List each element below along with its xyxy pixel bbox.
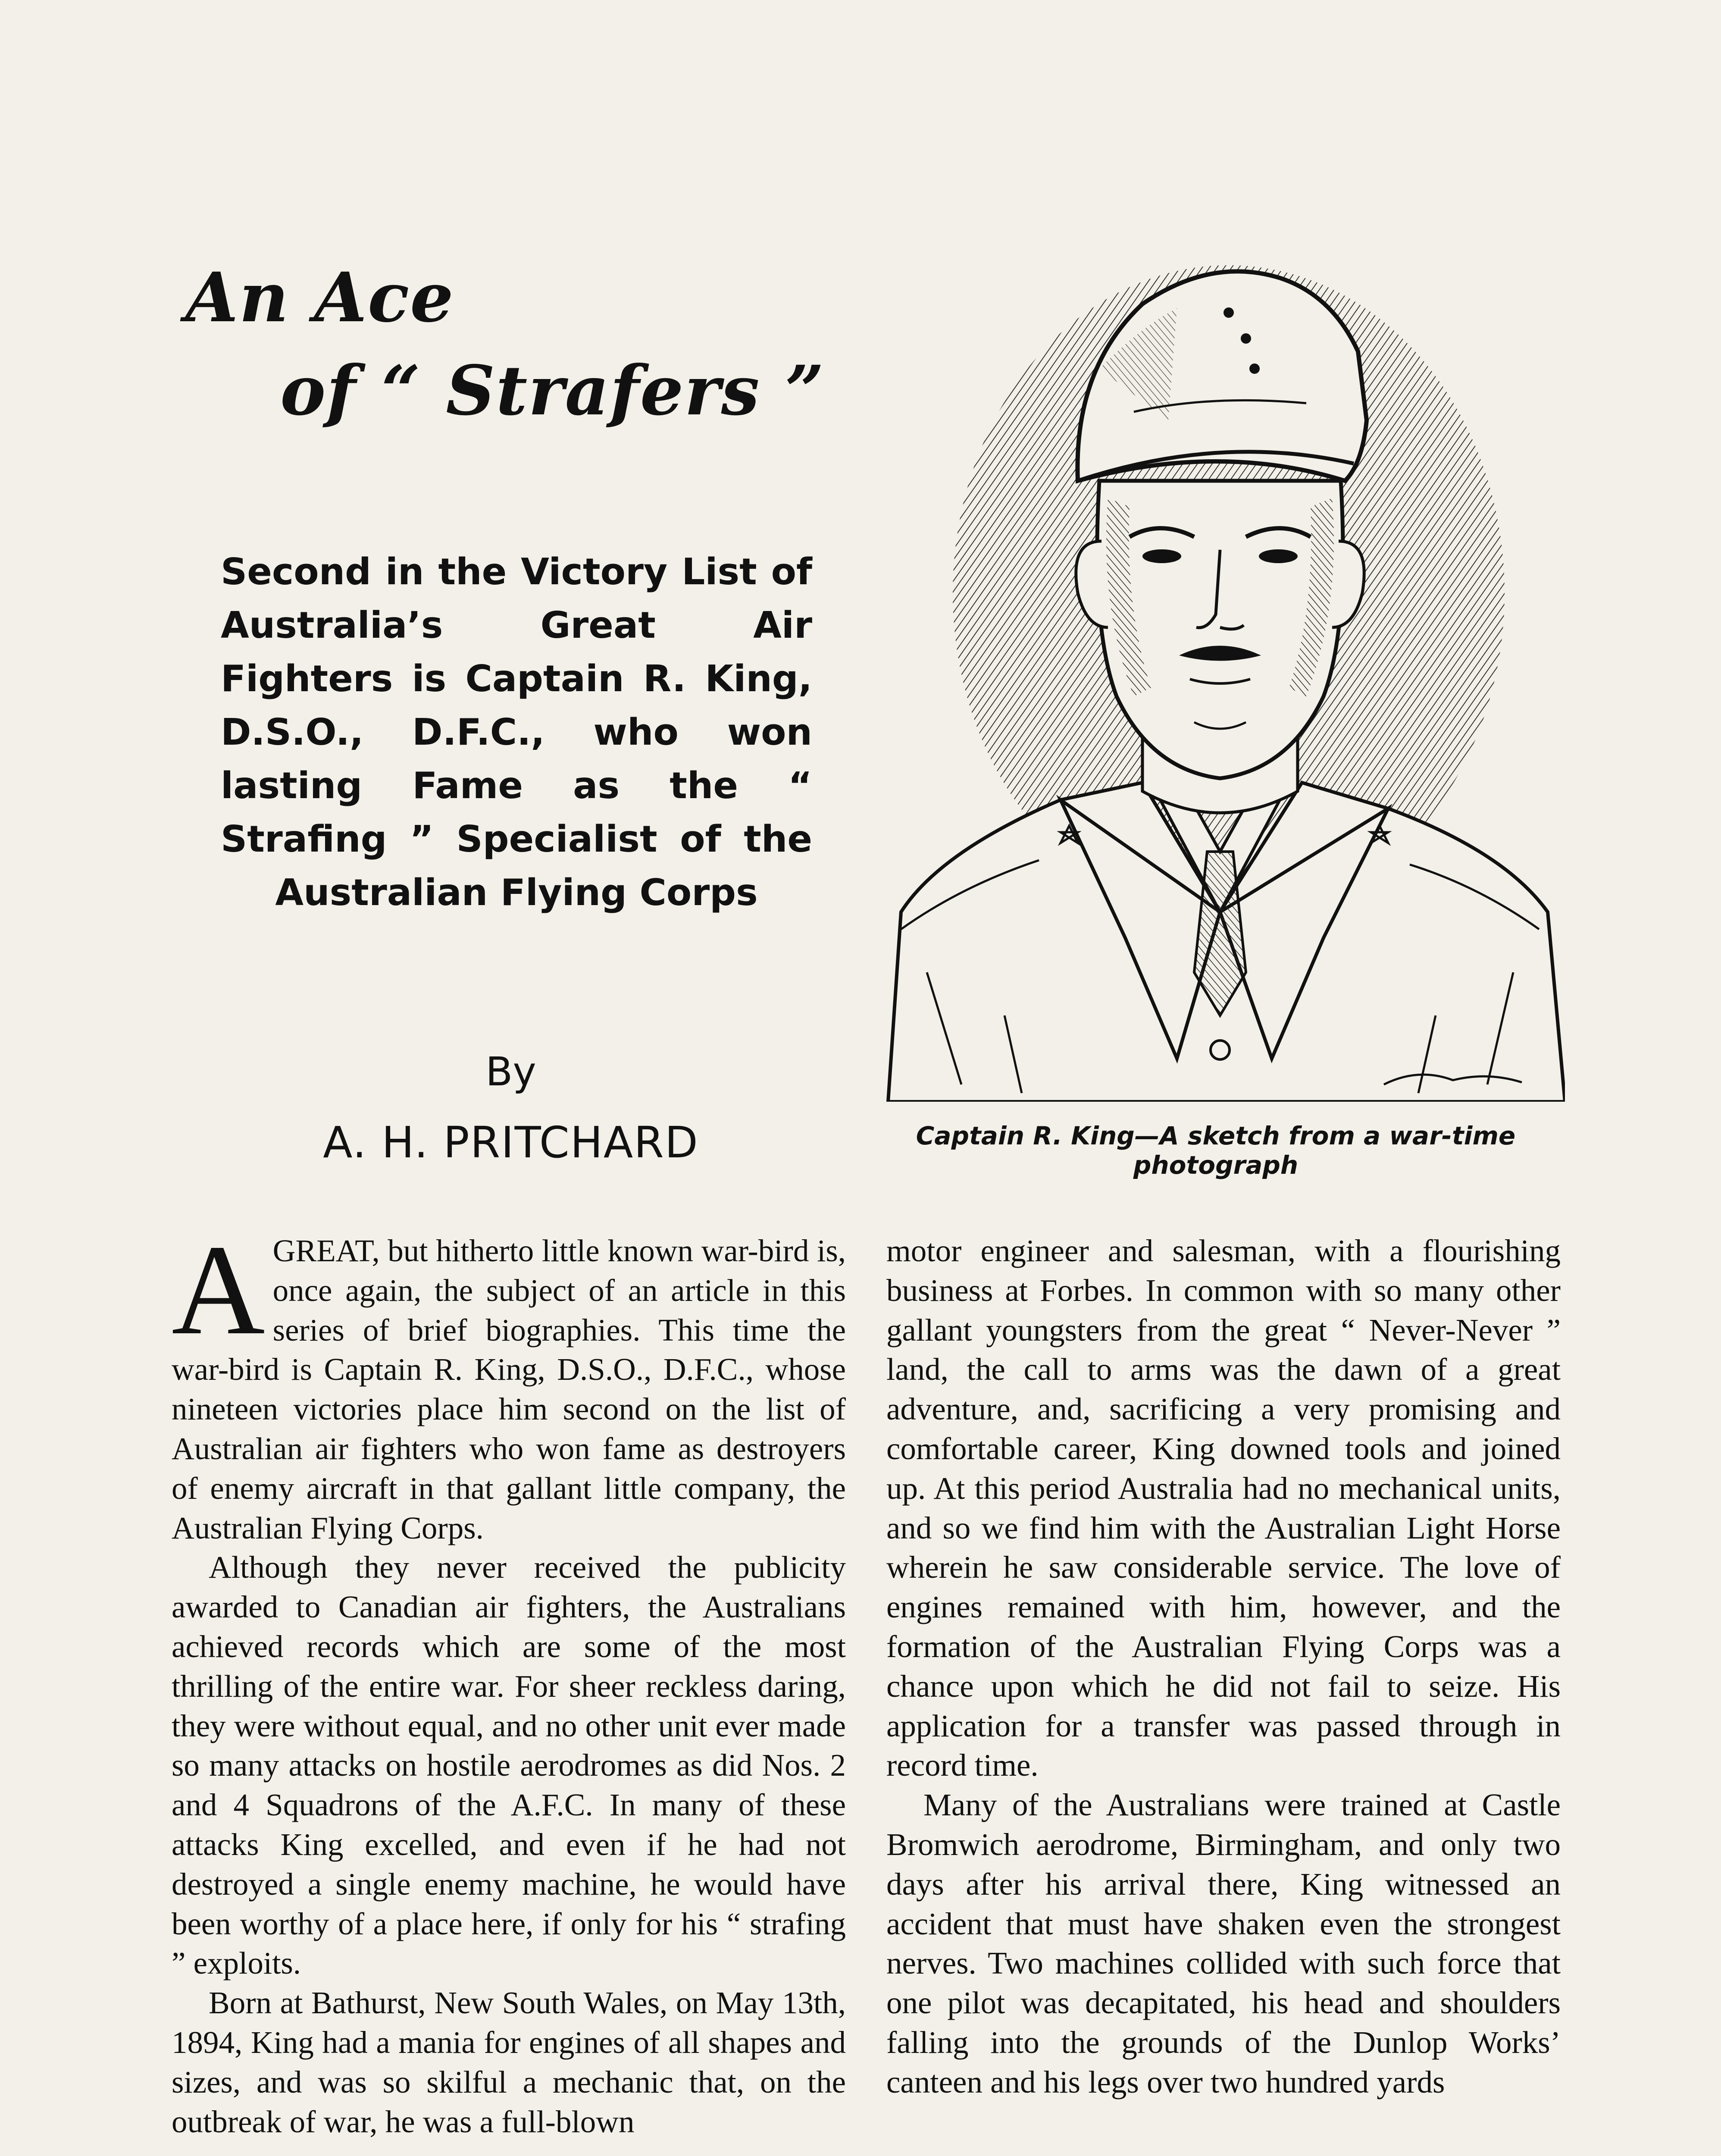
soldier-portrait-sketch-icon: [875, 239, 1565, 1102]
left-paragraph-1: AGREAT, but hitherto little known war-bird is, once again, the subject of an article in this series of brief biographies. This time the war-bird is Captain R. King, D.S.O., D.F.C., whose nineteen victories place him second on the list of Australian air fighters who won fame as destroyers of enemy aircraft in that gallant little company, the Australian Flying Corps.: [172, 1218, 846, 1545]
byline-by: By: [485, 1049, 536, 1095]
right-paragraph-1: motor engineer and salesman, with a flourishing business at Forbes. In common with so many other gallant youngsters from the great “ Never-Never ” land, the call to arms was the dawn of a great adventure, and, sacrificing a very promising and comfortable career, King downed tools and joined up. At this period Australia had no mechanical units, and so we find him with the Australian Light Horse wherein he saw considerable service. The love of engines remained with him, however, and the formation of the Australian Flying Corps was a chance upon which he did not fail to seize. His application for a transfer was passed through in record time.: [886, 1233, 1561, 1783]
right-column: [886, 1231, 1561, 2102]
left-paragraph-2: Although they never received the publicity awarded to Canadian air fighters, the Australians achieved records which are some of the most thrilling of the entire war. For sheer reckless daring, they were without equal, and no other unit ever made so many attacks on hostile aerodromes as did Nos. 2 and 4 Squadrons of the A.F.C. In many of these attacks King excelled, and even if he had not destroyed a single enemy machine, he would have been worthy of a place here, if only for his “ strafing ” exploits.: [172, 1550, 846, 1981]
left-column: [172, 1218, 846, 2141]
illustration-caption: Captain R. King—A sketch from a war-time photograph: [916, 1121, 1516, 1180]
left-paragraph-3: Born at Bathurst, New South Wales, on May 13th, 1894, King had a mania for engines of all shapes and sizes, and was so skilful a mechanic that, on the outbreak of war, he was a full-blown: [172, 1985, 846, 2139]
title-line-2: of “ Strafers ”: [280, 351, 825, 431]
right-paragraph-2: Many of the Australians were trained at Castle Bromwich aerodrome, Birmingham, and only two days after his arrival there, King witnessed an accident that must have shaken even the strongest nerves. Two machines collided with such force that one pilot was decapitated, his head and shoulders falling into the grounds of the Dunlop Works’ canteen and his legs over two hundred yards: [886, 1787, 1561, 2100]
subtitle: Second in the Victory List of Australia’s Great Air Fighters is Captain R. King, D.S.O., D.F.C., who won lasting Fame as the “ Strafing ” Specialist of the Australian Flying Corps: [221, 551, 812, 914]
title-line-1: An Ace: [185, 258, 454, 338]
drop-cap: A: [172, 1218, 265, 1361]
author-name: A. H. PRITCHARD: [323, 1117, 699, 1168]
